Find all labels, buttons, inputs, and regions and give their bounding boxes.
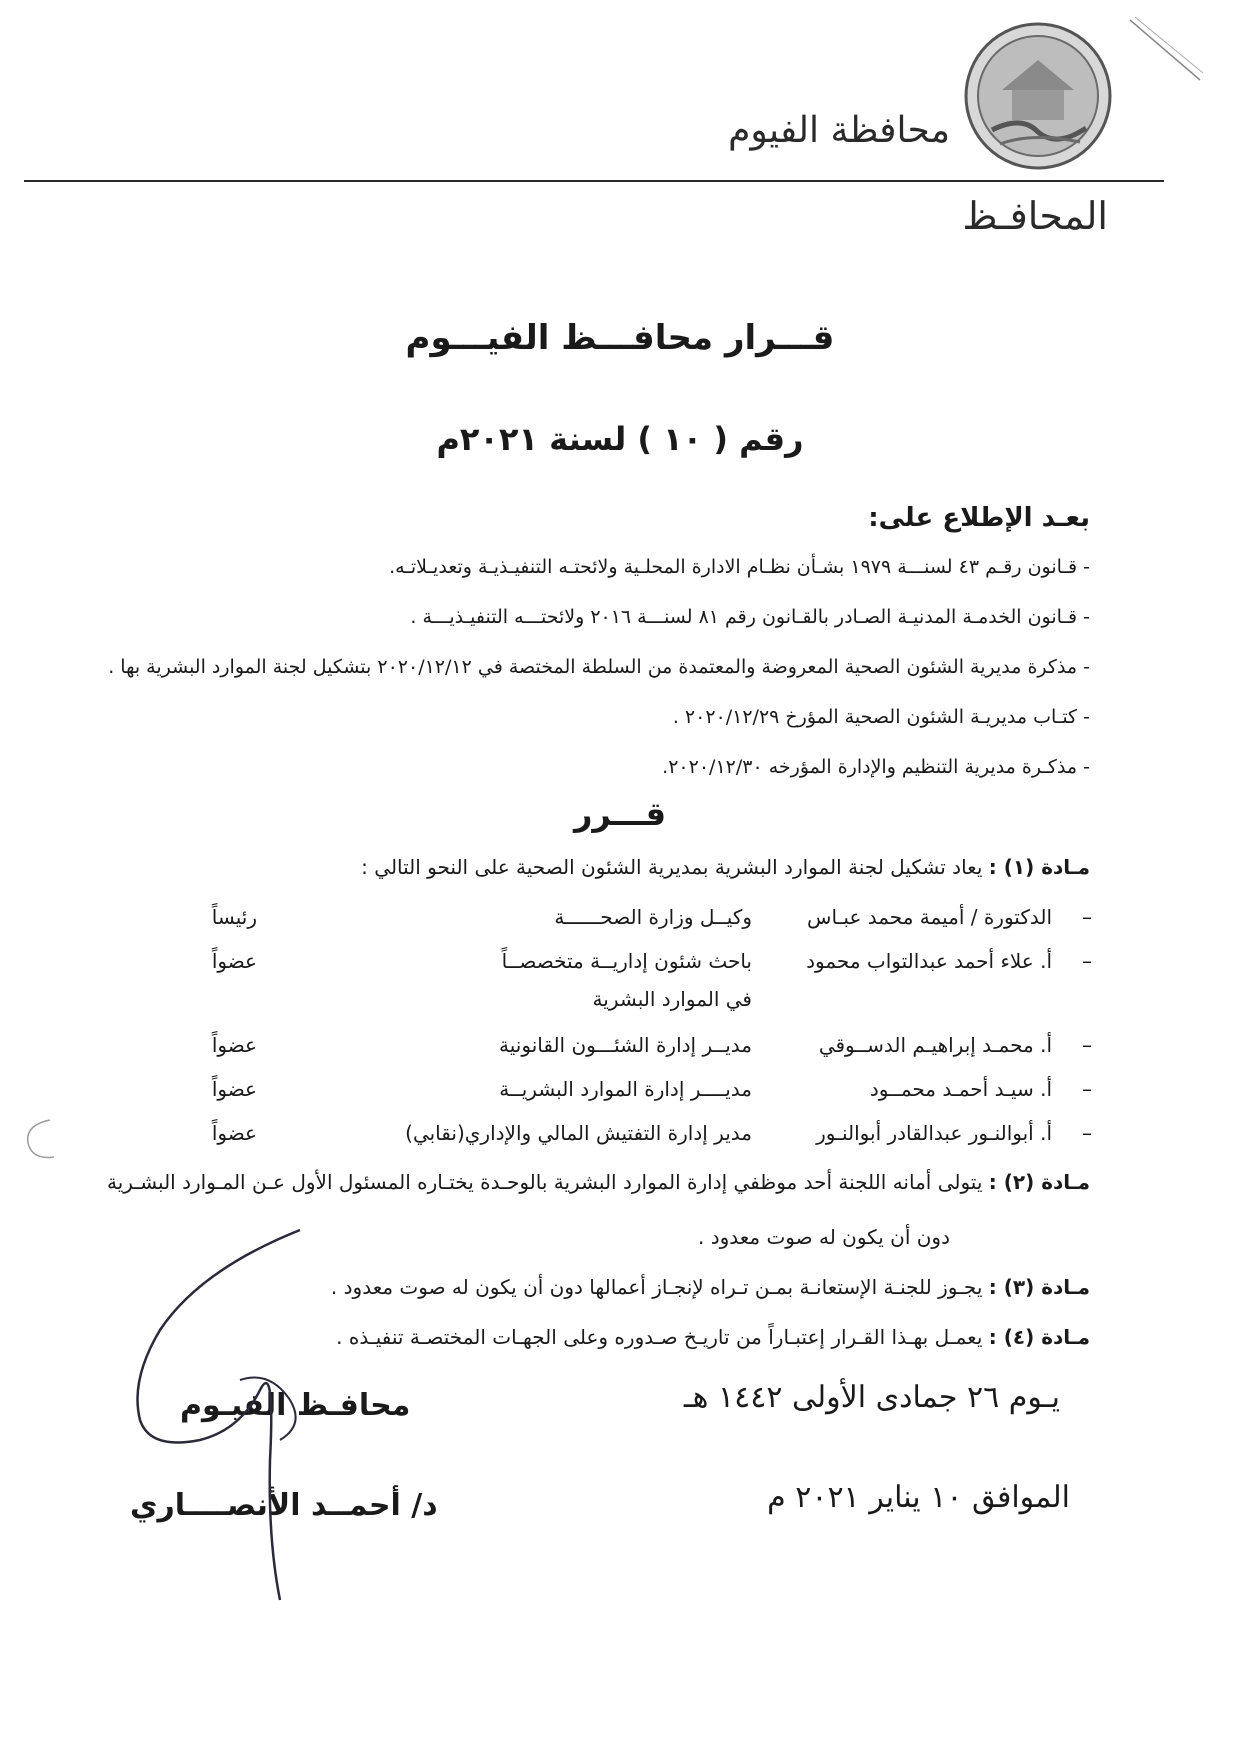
governorate-name: محافظة الفيوم	[728, 110, 950, 151]
list-dash: –	[1082, 905, 1092, 929]
article-label: مـادة (٣) :	[988, 1275, 1090, 1299]
member-role: عضواً	[211, 1121, 257, 1145]
decree-title: قـــرار محافـــظ الفيـــوم	[405, 318, 835, 358]
member-name: أ. أبوالنـور عبدالقادر أبوالنـور	[816, 1121, 1052, 1145]
article-1	[361, 855, 1090, 879]
preamble-item: - مذكـرة مديرية التنظيم والإدارة المؤرخه ٢٠٢٠/١٢/٣٠.	[662, 756, 1090, 778]
article-text: يعمـل بهـذا القـرار إعتبـاراً من تاريـخ صـدوره وعلى الجهـات المختصـة تنفيـذه .	[336, 1325, 983, 1349]
office-title: المحافـظ	[962, 194, 1108, 238]
committee-member-row	[92, 905, 1092, 949]
article-text: يعاد تشكيل لجنة الموارد البشرية بمديرية الشئون الصحية على النحو التالي :	[361, 855, 983, 879]
committee-member-row	[92, 949, 1092, 1033]
preamble-heading: بعـد الإطلاع على:	[868, 503, 1090, 533]
article-label: مـادة (٤) :	[988, 1325, 1090, 1349]
article-2	[107, 1170, 1090, 1194]
committee-member-row	[92, 1121, 1092, 1165]
article-text: يجـوز للجنـة الإستعانـة بمـن تـراه لإنجـاز أعمالها دون أن يكون له صوت معدود .	[330, 1275, 983, 1299]
member-role: رئيساً	[211, 905, 257, 929]
member-title: مدير إدارة التفتيش المالي والإداري(نقابي)	[405, 1121, 752, 1145]
article-3	[331, 1275, 1090, 1299]
preamble-list	[90, 552, 1090, 802]
article-label: مـادة (١) :	[988, 855, 1090, 879]
preamble-item: - قـانون الخدمـة المدنيـة الصـادر بالقـانون رقم ٨١ لسنـــة ٢٠١٦ ولائحتـــه التنفيـذيـــة .	[410, 606, 1090, 628]
header-divider	[24, 180, 1164, 182]
member-title: باحث شئون إداريــة متخصصــاً	[501, 949, 752, 973]
member-title: مديــــر إدارة الموارد البشريــة	[499, 1077, 752, 1101]
list-dash: –	[1082, 949, 1092, 973]
member-name: أ. محمـد إبراهيـم الدســوقي	[818, 1033, 1052, 1057]
preamble-item: - قـانون رقـم ٤٣ لسنـــة ١٩٧٩ بشـأن نظـام الادارة المحلـية ولائحتـه التنفيـذيـة وتعديـلاتـه.	[389, 556, 1090, 578]
decree-number: رقم ( ١٠ ) لسنة ٢٠٢١م	[436, 420, 804, 458]
member-role: عضواً	[211, 949, 257, 973]
committee-member-row	[92, 1077, 1092, 1121]
member-name: الدكتورة / أميمة محمد عبـاس	[807, 905, 1052, 929]
article-label: مـادة (٢) :	[988, 1170, 1090, 1194]
member-name: أ. علاء أحمد عبدالتواب محمود	[806, 949, 1052, 973]
signer-name: د/ أحمــد الأنصــــاري	[130, 1488, 438, 1523]
article-text: يتولى أمانه اللجنة أحد موظفي إدارة الموارد البشرية بالوحـدة يختـاره المسئول الأول عـن المـوارد البشـرية	[107, 1170, 983, 1194]
signer-title: محافـظ الفيـوم	[180, 1388, 411, 1423]
preamble-item: - مذكرة مديرية الشئون الصحية المعروضة والمعتمدة من السلطة المختصة في ٢٠٢٠/١٢/١٢ بتشكيل لجنة الموارد البشرية بها .	[108, 656, 1090, 678]
handwritten-signature	[120, 1210, 370, 1610]
article-2-continued: دون أن يكون له صوت معدود .	[697, 1225, 950, 1249]
preamble-item: - كتـاب مديريـة الشئون الصحية المؤرخ ٢٠٢٠/١٢/٢٩ .	[672, 706, 1090, 728]
committee-list	[92, 905, 1092, 1165]
member-role: عضواً	[211, 1033, 257, 1057]
date-hijri: يـوم ٢٦ جمادى الأولى ١٤٤٢ هـ	[683, 1380, 1060, 1415]
member-name: أ. سيـد أحمـد محمــود	[869, 1077, 1052, 1101]
list-dash: –	[1082, 1121, 1092, 1145]
member-title: مديــر إدارة الشئـــون القانونية	[499, 1033, 752, 1057]
date-gregorian: الموافق ١٠ يناير ٢٠٢١ م	[767, 1480, 1070, 1515]
article-4	[336, 1325, 1090, 1349]
scan-artifact-mark	[1125, 15, 1205, 85]
punch-hole-mark	[20, 1115, 60, 1165]
decided-heading: قـــرر	[573, 795, 667, 833]
list-dash: –	[1082, 1033, 1092, 1057]
governorate-seal-logo	[962, 20, 1114, 172]
list-dash: –	[1082, 1077, 1092, 1101]
member-title: وكيــل وزارة الصحــــــة	[554, 905, 752, 929]
committee-member-row	[92, 1033, 1092, 1077]
member-title-continued: في الموارد البشرية	[592, 987, 752, 1011]
member-role: عضواً	[211, 1077, 257, 1101]
